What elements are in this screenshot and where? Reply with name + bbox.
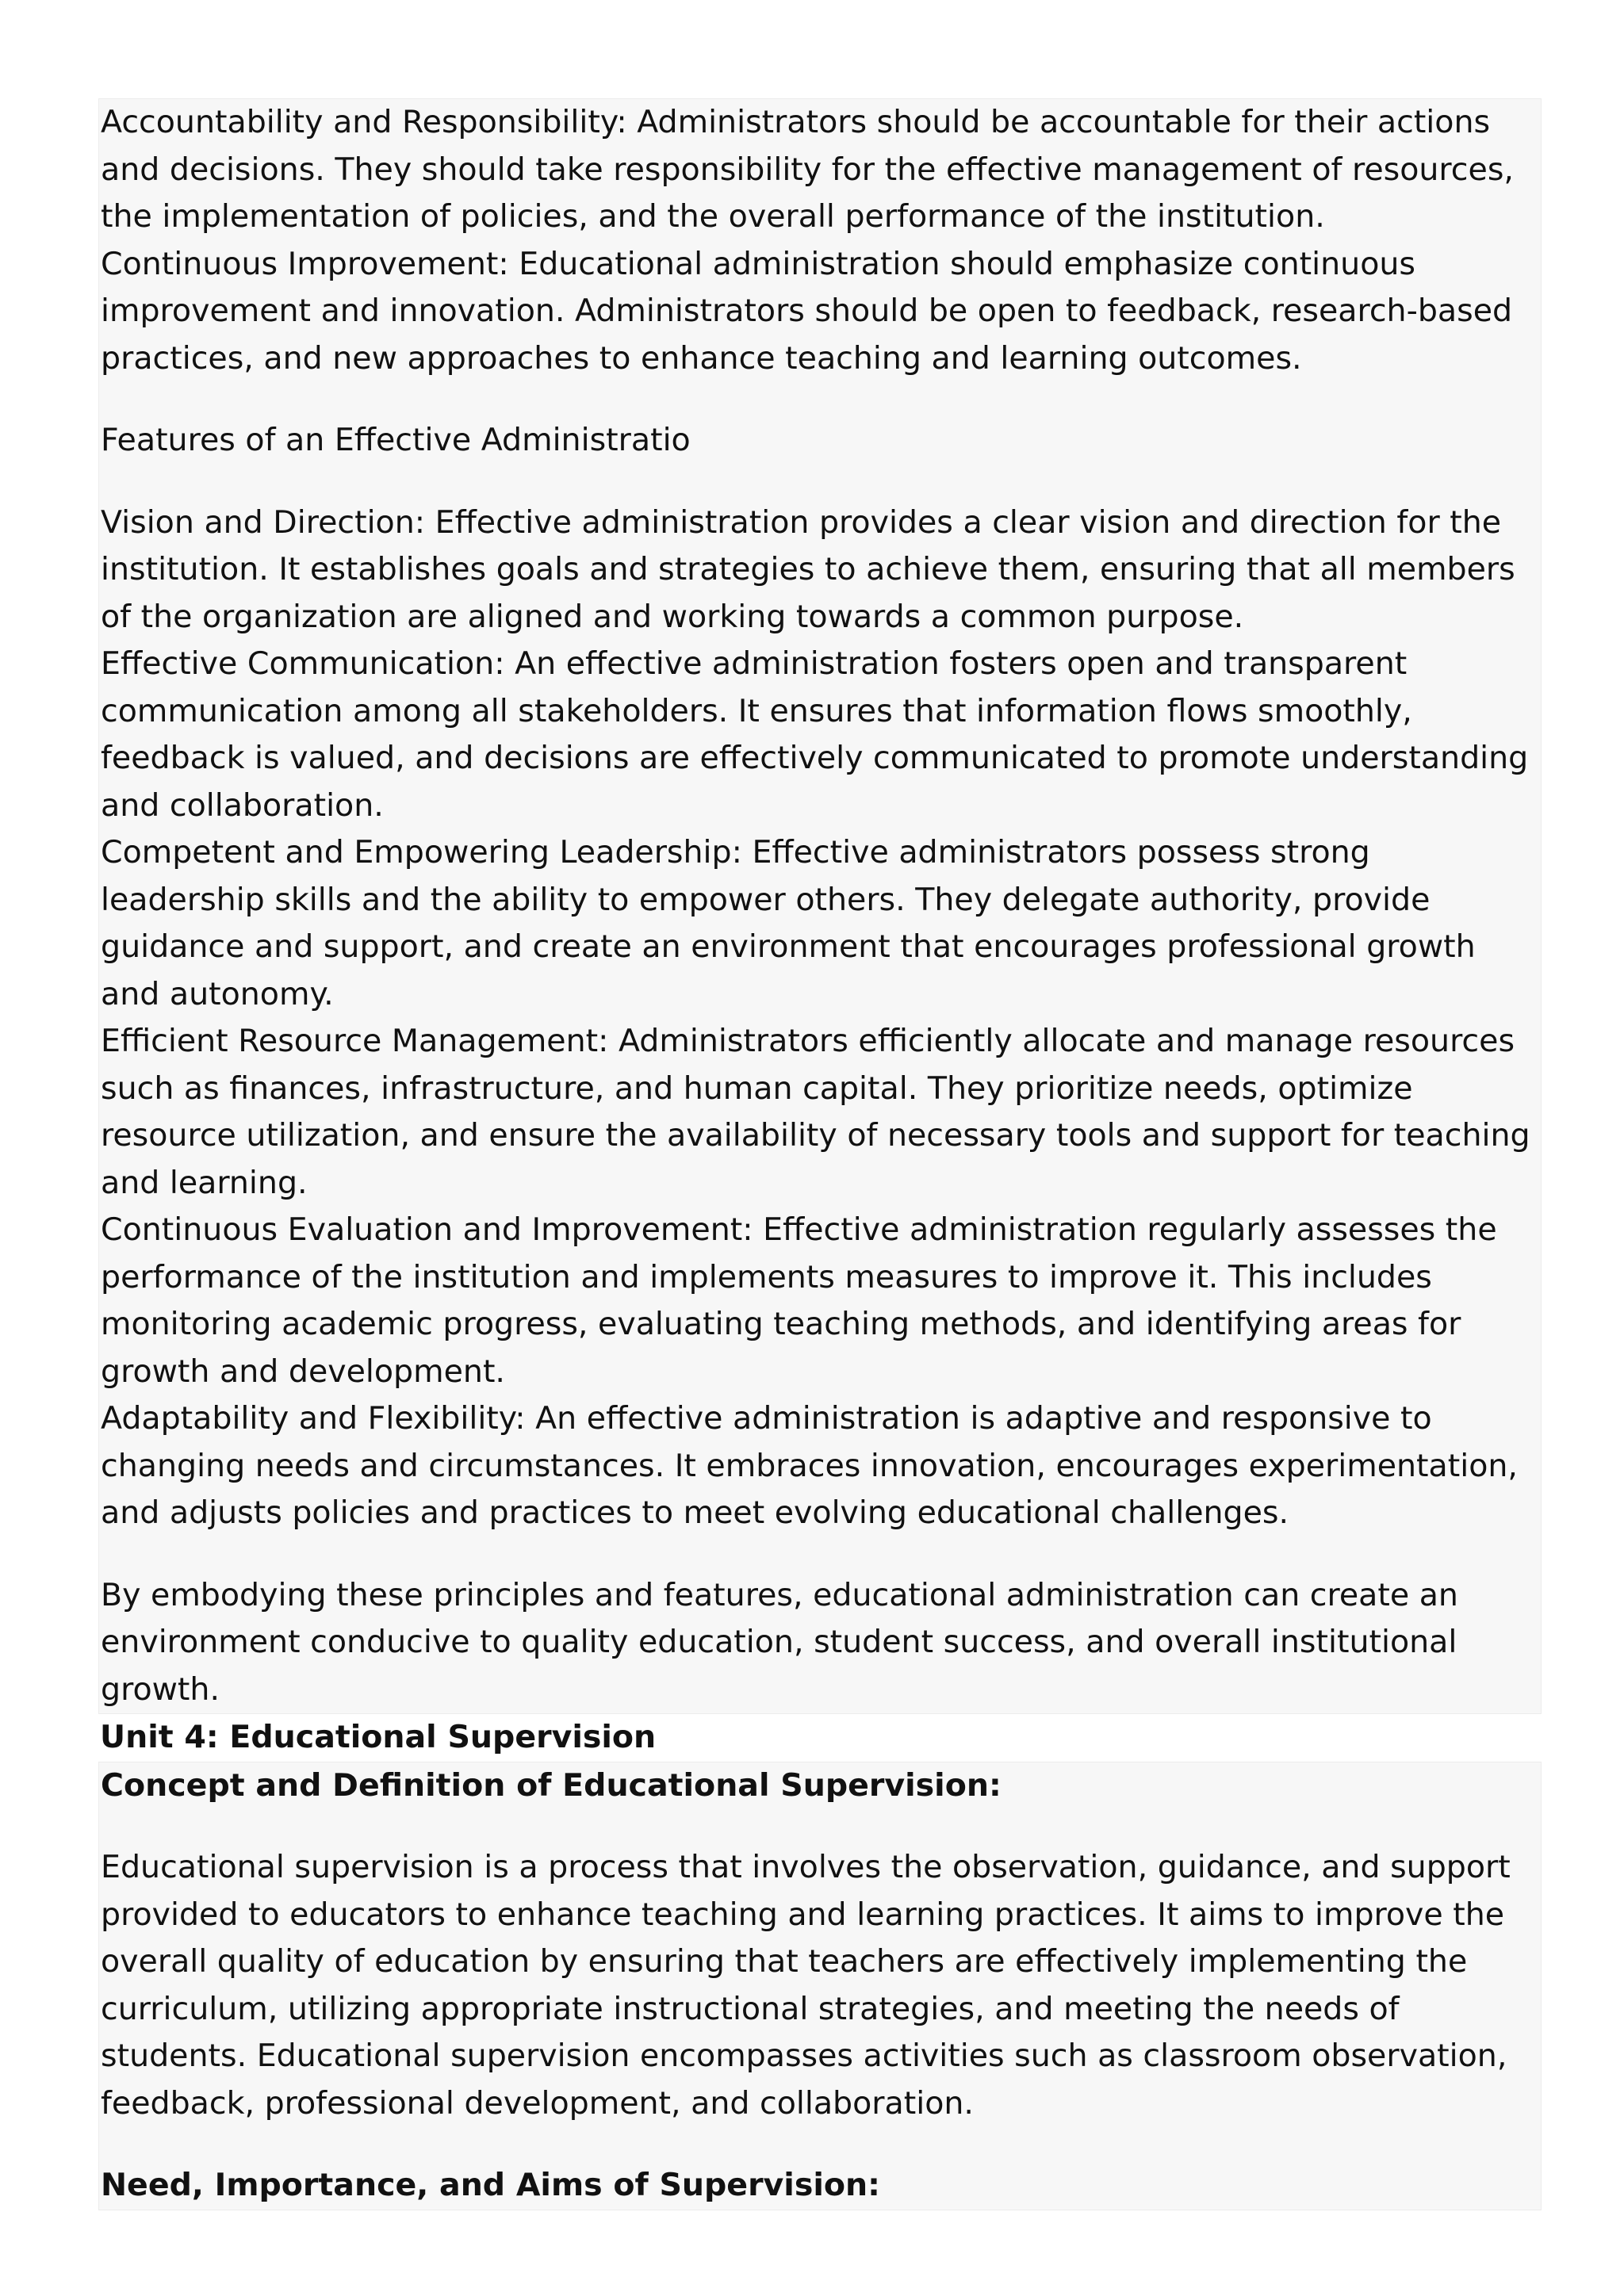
unit-heading: Unit 4: Educational Supervision <box>100 1719 657 1755</box>
communication-paragraph: Effective Communication: An effective administration fosters open and transparent communication among all stakeholders. It ensures that information flows smoothly, feedback is valued, and decisions are effectively communicated to promote understanding and collaboration. <box>101 645 1529 824</box>
need-importance-heading: Need, Importance, and Aims of Supervision: <box>101 2167 880 2203</box>
leadership-paragraph: Competent and Empowering Leadership: Effective administrators possess strong leadership skills and the ability to empower others. They delegate authority, provide guidance and support, and create an environment that encourages professional growth and autonomy. <box>101 834 1476 1012</box>
accountability-paragraph: Accountability and Responsibility: Administrators should be accountable for their actions and decisions. They should take responsibility for the effective management of resources, the implementation of policies, and the overall performance of the institution. <box>101 104 1514 235</box>
document-page <box>98 98 1542 2210</box>
resource-management-paragraph: Efficient Resource Management: Administrators efficiently allocate and manage resources such as finances, infrastructure, and human capital. They prioritize needs, optimize resource utilization, and ensure the availability of necessary tools and support for teaching and learning. <box>101 1023 1530 1201</box>
principles-section <box>98 98 1542 1714</box>
unit-heading-block <box>98 1714 1542 1762</box>
features-heading: Features of an Effective Administratio <box>101 422 691 458</box>
evaluation-paragraph: Continuous Evaluation and Improvement: Effective administration regularly assesses the performance of the institution and implements measures to improve it. This includes monitoring academic progress, evaluating teaching methods, and identifying areas for growth and development. <box>101 1211 1497 1390</box>
conclusion-paragraph: By embodying these principles and features, educational administration can create an environment conducive to quality education, student success, and overall institutional growth. <box>101 1576 1458 1708</box>
supervision-definition-paragraph: Educational supervision is a process that involves the observation, guidance, and support provided to educators to enhance teaching and learning practices. It aims to improve the overall quality of education by ensuring that teachers are effectively implementing the curriculum, utilizing appropriate instructional strategies, and meeting the needs of students. Educational supervision encompasses activities such as classroom observation, feedback, professional development, and collaboration. <box>101 1849 1511 2122</box>
vision-paragraph: Vision and Direction: Effective administration provides a clear vision and direction for the institution. It establishes goals and strategies to achieve them, ensuring that all members of the organization are aligned and working towards a common purpose. <box>101 503 1515 635</box>
concept-heading: Concept and Definition of Educational Supervision: <box>101 1766 1002 1804</box>
adaptability-paragraph: Adaptability and Flexibility: An effective administration is adaptive and responsive to changing needs and circumstances. It embraces innovation, encourages experimentation, and adjusts policies and practices to meet evolving educational challenges. <box>101 1400 1518 1531</box>
supervision-section <box>98 1762 1542 2210</box>
continuous-improvement-paragraph: Continuous Improvement: Educational administration should emphasize continuous improvement and innovation. Administrators should be open to feedback, research-based practices, and new approaches to enhance teaching and learning outcomes. <box>101 245 1513 377</box>
